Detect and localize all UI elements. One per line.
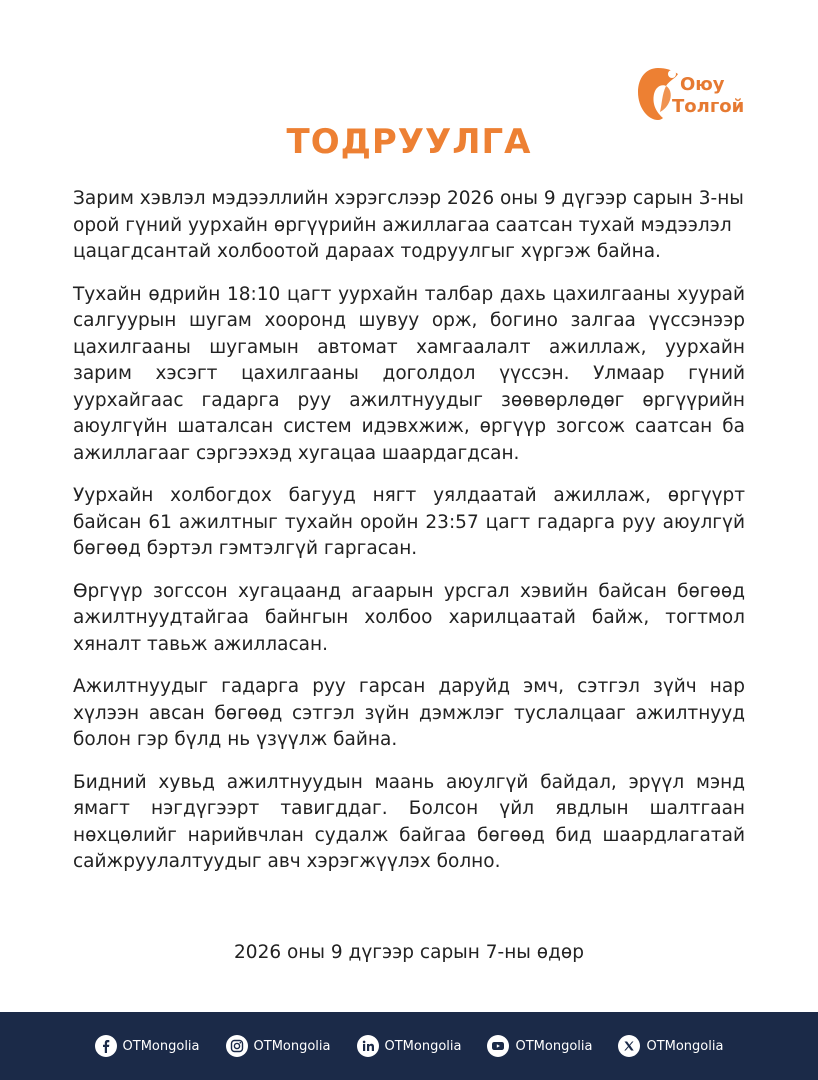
paragraph-4: Өргүүр зогссон хугацаанд агаарын урсгал хэвийн байсан бөгөөд ажилтнуудтайгаа байнгын холбоо харилцаатай байж, тогтмол хяналт тавьж ажилласан. (73, 580, 745, 655)
paragraph-1: Зарим хэвлэл мэдээллийн хэрэгслээр 2026 оны 9 дүгээр сарын 3-ны орой гүний уурхайн өргүүрийн ажиллагаа саатсан тухай мэдээлэл цацагдсантай холбоотой дараах тодруулгыг хүргэж байна. (73, 188, 744, 262)
x-icon (618, 1035, 640, 1057)
paragraph-2: Тухайн өдрийн 18:10 цагт уурхайн талбар дахь цахилгааны хуурай салгуурын шугам хооронд шувуу орж, богино залгаа үүссэнээр цахилгааны шугамын автомат хамгаалалт ажиллаж, уурхайн зарим хэсэгт цахилгааны доголдол үүссэн. Улмаар гүний уурхайгаас гадарга руу ажилтнуудыг зөөвөрлөдөг өргүүрийн аюулгүйн шаталсан систем идэвхжиж, өргүүр зогсож саатсан ба ажиллагааг сэргээхэд хугацаа шаардагдсан. (73, 283, 745, 464)
linkedin-icon (357, 1035, 379, 1057)
statement-body (73, 186, 745, 892)
brand-line1: Оюу (680, 74, 725, 95)
linkedin-handle: OTMongolia (384, 1038, 462, 1054)
instagram-handle: OTMongolia (253, 1038, 331, 1054)
brand-logo (636, 58, 752, 130)
page-title: ТОДРУУЛГА (286, 122, 532, 162)
facebook-icon (95, 1035, 117, 1057)
x-handle: OTMongolia (646, 1038, 724, 1054)
social-linkedin[interactable] (357, 1035, 462, 1057)
social-youtube[interactable] (487, 1035, 592, 1057)
paragraph-3: Уурхайн холбогдох багууд нягт уялдаатай ажиллаж, өргүүрт байсан 61 ажилтныг тухайн оройн 23:57 цагт гадарга руу аюулгүй бөгөөд бэртэл гэмтэлгүй гаргасан. (73, 485, 745, 559)
social-instagram[interactable] (226, 1035, 331, 1057)
facebook-handle: OTMongolia (122, 1038, 200, 1054)
paragraph-6: Бидний хувьд ажилтнуудын маань аюулгүй байдал, эрүүл мэнд ямагт нэгдүгээрт тавигддаг. Болсон үйл явдлын шалтгаан нөхцөлийг нарийвчлан судалж байгаа бөгөөд бид шаардлагатай сайжруулалтуудыг авч хэрэгжүүлэх болно. (73, 771, 745, 872)
social-facebook[interactable] (95, 1035, 200, 1057)
social-footer (0, 1012, 818, 1080)
paragraph-5: Ажилтнуудыг гадарга руу гарсан даруйд эмч, сэтгэл зүйч нар хүлээн авсан бөгөөд сэтгэл зүйн дэмжлэг туслалцааг ажилтнууд болон гэр бүлд нь үзүүлж байна. (73, 676, 745, 750)
brand-line2: Толгой (672, 96, 745, 117)
youtube-icon (487, 1035, 509, 1057)
brand-wordmark (672, 74, 744, 118)
youtube-handle: OTMongolia (515, 1038, 593, 1054)
instagram-icon (226, 1035, 248, 1057)
statement-date: 2026 оны 9 дүгээр сарын 7-ны өдөр (234, 942, 584, 963)
social-x[interactable] (618, 1035, 723, 1057)
